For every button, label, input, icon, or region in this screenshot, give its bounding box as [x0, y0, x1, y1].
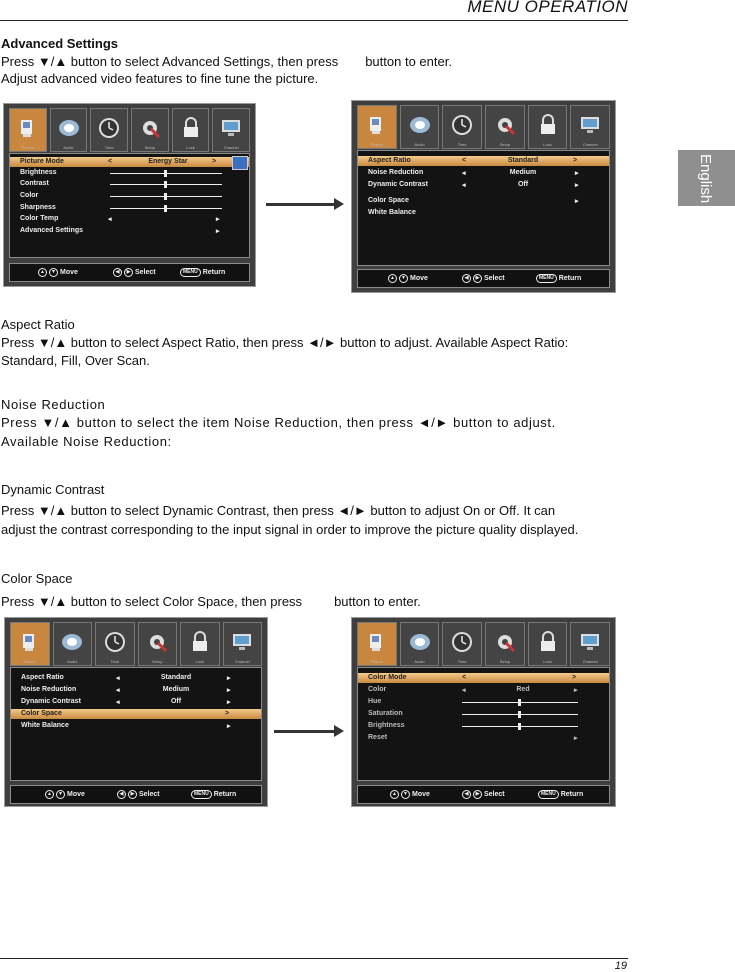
- advanced-line1-b: button to enter.: [365, 54, 452, 69]
- row-label: Color: [368, 686, 387, 693]
- nav-return-label: Return: [560, 791, 584, 798]
- row-label: Color: [20, 192, 39, 199]
- setup-icon: [492, 112, 518, 143]
- nav-return: [538, 790, 583, 799]
- row-value: Standard: [507, 157, 539, 164]
- left-arrow-icon: ◂: [462, 182, 466, 189]
- menu-row-sharpness[interactable]: [10, 203, 249, 213]
- menu-key-icon: MENU: [536, 274, 557, 283]
- nav-move-label: Move: [60, 269, 78, 276]
- flow-arrow: [274, 730, 336, 733]
- colorspace-line1-b: Color Space, then press: [162, 594, 303, 609]
- tab-caption: Audio: [414, 659, 425, 664]
- noise-line1: Press ▼/▲ button to select the item Noise Reduction, then press ◄/► button to adjust.: [1, 415, 556, 430]
- right-arrow-icon: ▸: [574, 687, 578, 694]
- row-label: Color Space: [368, 197, 409, 204]
- menu-row-color-mode[interactable]: [358, 673, 609, 683]
- nav-return-label: Return: [213, 791, 237, 798]
- noise-heading: Noise Reduction: [1, 397, 106, 412]
- right-arrow-icon: ▸: [216, 228, 220, 235]
- colorspace-line1-a: Press ▼/▲ button to select: [1, 594, 159, 609]
- tab-caption: Channel: [582, 659, 598, 664]
- colorspace-line1: [1, 594, 421, 609]
- tab-caption: Lock: [186, 145, 195, 150]
- menu-row-dynamic-contrast[interactable]: [358, 180, 609, 190]
- row-label: Dynamic Contrast: [368, 181, 428, 188]
- tab-caption: Setup: [499, 659, 511, 664]
- tab-caption: Time: [110, 659, 120, 664]
- row-label: Advanced Settings: [20, 227, 84, 234]
- menu-row-contrast[interactable]: [10, 179, 249, 189]
- hue-slider[interactable]: [462, 702, 578, 703]
- tab-caption: Time: [104, 145, 114, 150]
- up-icon: ▲: [390, 790, 399, 799]
- left-icon: ◀: [113, 268, 122, 277]
- tab-caption: Audio: [414, 142, 425, 147]
- dynamic-line1: Press ▼/▲ button to select Dynamic Contrast, then press ◄/► button to adjust On or Off. It can: [1, 503, 556, 518]
- right-arrow-icon: ▸: [227, 687, 231, 694]
- tab-lock[interactable]: [180, 622, 220, 666]
- picture-icon: [364, 629, 390, 660]
- tab-channel[interactable]: [223, 622, 263, 666]
- tab-caption: Time: [457, 659, 467, 664]
- nav-bar: [10, 785, 262, 804]
- nav-bar: [357, 269, 610, 288]
- menu-row-picture-mode[interactable]: [10, 157, 249, 167]
- left-arrow-icon: ◂: [462, 170, 466, 177]
- right-icon: ▶: [128, 790, 137, 799]
- picture-icon: [364, 112, 390, 143]
- row-value: Off: [517, 181, 529, 188]
- nav-move-label: Move: [412, 791, 430, 798]
- menu-key-icon: MENU: [180, 268, 201, 277]
- advanced-heading: Advanced Settings: [1, 36, 119, 51]
- right-arrow-icon: >: [573, 157, 578, 164]
- nav-select-label: Select: [484, 791, 505, 798]
- row-label: White Balance: [368, 209, 416, 216]
- tab-picture[interactable]: [9, 108, 47, 152]
- setup-icon: [492, 629, 518, 660]
- left-arrow-icon: ◂: [108, 216, 112, 223]
- tab-caption: Lock: [195, 659, 204, 664]
- menu-row-white-balance[interactable]: [358, 208, 609, 218]
- tab-icons: [357, 622, 610, 666]
- row-label: Picture Mode: [20, 158, 64, 165]
- left-icon: ◀: [117, 790, 126, 799]
- page-number: 19: [614, 960, 627, 972]
- time-icon: [449, 112, 475, 143]
- row-label: Sharpness: [20, 204, 56, 211]
- menu-key-icon: MENU: [191, 790, 212, 799]
- nav-select-label: Select: [135, 269, 156, 276]
- menu-panel: [9, 153, 250, 258]
- lock-icon: [178, 115, 204, 146]
- audio-icon: [407, 629, 433, 660]
- dynamic-heading: Dynamic Contrast: [1, 482, 105, 497]
- menu-panel: [357, 150, 610, 266]
- tab-icons: [10, 622, 262, 666]
- row-value: Off: [170, 698, 182, 705]
- channel-icon: [229, 629, 255, 660]
- tab-caption: Lock: [543, 659, 552, 664]
- nav-select: [117, 790, 160, 799]
- tab-caption: Channel: [582, 142, 598, 147]
- colorspace-line1-c: button to enter.: [334, 594, 421, 609]
- footer-rule: [0, 958, 628, 959]
- time-icon: [102, 629, 128, 660]
- advanced-line1-a: Press ▼/▲ button to select Advanced Settings, then press: [1, 54, 339, 69]
- tab-audio[interactable]: [400, 105, 440, 149]
- menu-row-noise-reduction[interactable]: [11, 685, 261, 695]
- menu-row-color[interactable]: [10, 191, 249, 201]
- tab-caption: Setup: [152, 659, 163, 664]
- right-arrow-icon: ▸: [216, 216, 220, 223]
- tab-caption: Channel: [223, 145, 239, 150]
- menu-row-aspect-ratio[interactable]: [11, 673, 261, 683]
- page-header: [0, 0, 628, 21]
- tab-caption: Time: [457, 142, 467, 147]
- row-value: Red: [516, 686, 530, 693]
- noise-line2: Available Noise Reduction:: [1, 434, 172, 449]
- tab-channel[interactable]: [212, 108, 250, 152]
- right-arrow-icon: ▸: [227, 723, 231, 730]
- right-arrow-icon: >: [212, 158, 217, 165]
- row-label: Noise Reduction: [21, 686, 77, 693]
- row-label: Dynamic Contrast: [21, 698, 81, 705]
- right-arrow-icon: ▸: [574, 735, 578, 742]
- nav-return: [191, 790, 236, 799]
- tab-setup[interactable]: [138, 622, 178, 666]
- left-arrow-icon: <: [462, 674, 467, 681]
- page-title: MENU OPERATION: [467, 0, 628, 16]
- tab-audio[interactable]: [400, 622, 440, 666]
- up-icon: ▲: [45, 790, 54, 799]
- language-label: English: [697, 154, 714, 204]
- right-icon: ▶: [473, 274, 482, 283]
- tab-setup[interactable]: [131, 108, 169, 152]
- tab-caption: Audio: [63, 145, 74, 150]
- brightness-slider[interactable]: [462, 726, 578, 727]
- lock-icon: [535, 112, 561, 143]
- picture-icon: [17, 629, 43, 660]
- nav-select-label: Select: [139, 791, 160, 798]
- audio-icon: [59, 629, 85, 660]
- menu-row-color-temp[interactable]: [10, 214, 249, 224]
- down-icon: ▼: [56, 790, 65, 799]
- advanced-line2: Adjust advanced video features to fine tune the picture.: [1, 71, 319, 86]
- tab-setup[interactable]: [485, 105, 525, 149]
- left-arrow-icon: <: [108, 158, 113, 165]
- row-value: Energy Star: [148, 158, 188, 165]
- brightness-slider[interactable]: [110, 173, 222, 174]
- tab-channel[interactable]: [570, 105, 610, 149]
- nav-move: [390, 790, 430, 799]
- menu-panel: [10, 667, 262, 781]
- flow-arrow: [266, 203, 336, 206]
- nav-bar: [357, 785, 610, 804]
- channel-icon: [577, 112, 603, 143]
- contrast-slider[interactable]: [110, 184, 222, 185]
- sharpness-slider[interactable]: [110, 208, 222, 209]
- nav-move: [388, 274, 428, 283]
- nav-move: [38, 268, 78, 277]
- tab-audio[interactable]: [50, 108, 88, 152]
- row-value: Medium: [509, 169, 537, 176]
- right-arrow-icon: ▸: [227, 699, 231, 706]
- menu-row-advanced-settings[interactable]: [10, 226, 249, 236]
- up-icon: ▲: [388, 274, 397, 283]
- nav-select: [113, 268, 156, 277]
- tab-time[interactable]: [90, 108, 128, 152]
- nav-move-label: Move: [410, 275, 428, 282]
- audio-icon: [56, 115, 82, 146]
- right-arrow-icon: ▸: [575, 182, 579, 189]
- channel-icon: [577, 629, 603, 660]
- tab-caption: Setup: [144, 145, 156, 150]
- row-label: Hue: [368, 698, 382, 705]
- tab-lock[interactable]: [528, 622, 568, 666]
- left-arrow-icon: ◂: [116, 687, 120, 694]
- lock-icon: [535, 629, 561, 660]
- nav-return: [180, 268, 225, 277]
- tab-setup[interactable]: [485, 622, 525, 666]
- lock-icon: [187, 629, 213, 660]
- tab-lock[interactable]: [528, 105, 568, 149]
- tab-channel[interactable]: [570, 622, 610, 666]
- tab-picture[interactable]: [10, 622, 50, 666]
- tab-time[interactable]: [95, 622, 135, 666]
- language-tab: [678, 150, 735, 206]
- menu-key-icon: MENU: [538, 790, 559, 799]
- color-slider[interactable]: [110, 196, 222, 197]
- tab-caption: Picture: [370, 659, 384, 664]
- tab-picture[interactable]: [357, 105, 397, 149]
- tv-screen-advanced: [351, 100, 616, 293]
- nav-bar: [9, 263, 250, 282]
- dynamic-line2: adjust the contrast corresponding to the input signal in order to improve the picture quality displayed.: [1, 522, 579, 537]
- tab-time[interactable]: [442, 622, 482, 666]
- aspect-line2: Standard, Fill, Over Scan.: [1, 353, 150, 368]
- left-arrow-icon: ◂: [116, 675, 120, 682]
- right-arrow-icon: ▸: [227, 675, 231, 682]
- row-label: Aspect Ratio: [368, 157, 411, 164]
- left-icon: ◀: [462, 274, 471, 283]
- right-arrow-icon: ▸: [575, 170, 579, 177]
- time-icon: [96, 115, 122, 146]
- nav-select: [462, 274, 505, 283]
- left-arrow-icon: ◂: [116, 699, 120, 706]
- row-label: Color Temp: [20, 215, 59, 222]
- tv-screen-picture: [3, 103, 256, 287]
- advanced-line1: [1, 54, 452, 69]
- tab-caption: Picture: [370, 142, 384, 147]
- tab-picture[interactable]: [357, 622, 397, 666]
- menu-row-brightness[interactable]: [10, 168, 249, 178]
- colorspace-heading: Color Space: [1, 571, 73, 586]
- tab-lock[interactable]: [172, 108, 210, 152]
- tab-caption: Setup: [499, 142, 511, 147]
- nav-move-label: Move: [67, 791, 85, 798]
- menu-row-aspect-ratio[interactable]: [358, 156, 609, 166]
- row-label: Brightness: [20, 169, 57, 176]
- menu-row-reset[interactable]: [358, 733, 609, 743]
- nav-return-label: Return: [202, 269, 226, 276]
- row-label: Reset: [368, 734, 388, 741]
- row-value: Medium: [162, 686, 190, 693]
- menu-row-color[interactable]: [358, 685, 609, 695]
- tv-screen-color-space: [351, 617, 616, 807]
- left-arrow-icon: <: [462, 157, 467, 164]
- left-arrow-icon: ◂: [462, 687, 466, 694]
- row-label: Brightness: [368, 722, 405, 729]
- tab-caption: Audio: [67, 659, 78, 664]
- down-icon: ▼: [49, 268, 58, 277]
- nav-move: [45, 790, 85, 799]
- picture-icon: [15, 115, 41, 146]
- menu-row-color-space[interactable]: [358, 196, 609, 206]
- row-label: Saturation: [368, 710, 403, 717]
- channel-icon: [218, 115, 244, 146]
- down-icon: ▼: [399, 274, 408, 283]
- aspect-line1: Press ▼/▲ button to select Aspect Ratio, then press ◄/► button to adjust. Available Aspect Ratio:: [1, 335, 569, 350]
- right-icon: ▶: [473, 790, 482, 799]
- row-label: White Balance: [21, 722, 69, 729]
- row-label: Noise Reduction: [368, 169, 424, 176]
- nav-return-label: Return: [558, 275, 582, 282]
- audio-icon: [407, 112, 433, 143]
- row-value: Standard: [160, 674, 192, 681]
- up-icon: ▲: [38, 268, 47, 277]
- aspect-heading: Aspect Ratio: [1, 317, 75, 332]
- row-label: Color Mode: [368, 674, 407, 681]
- time-icon: [449, 629, 475, 660]
- left-icon: ◀: [462, 790, 471, 799]
- menu-row-hue[interactable]: [358, 697, 609, 707]
- right-arrow-icon: ▸: [575, 198, 579, 205]
- row-label: Aspect Ratio: [21, 674, 64, 681]
- row-label: Contrast: [20, 180, 49, 187]
- down-icon: ▼: [401, 790, 410, 799]
- nav-select-label: Select: [484, 275, 505, 282]
- tab-time[interactable]: [442, 105, 482, 149]
- tab-audio[interactable]: [53, 622, 93, 666]
- menu-row-color-space[interactable]: [11, 709, 261, 719]
- setup-icon: [137, 115, 163, 146]
- nav-return: [536, 274, 581, 283]
- nav-select: [462, 790, 505, 799]
- tv-screen-advanced-colorspace: [4, 617, 268, 807]
- tab-caption: Channel: [234, 659, 250, 664]
- row-label: Color Space: [21, 710, 62, 717]
- right-icon: ▶: [124, 268, 133, 277]
- menu-row-noise-reduction[interactable]: [358, 168, 609, 178]
- menu-row-saturation[interactable]: [358, 709, 609, 719]
- tab-icons: [9, 108, 250, 152]
- tab-caption: Picture: [21, 145, 35, 150]
- menu-row-white-balance[interactable]: [11, 721, 261, 731]
- menu-row-brightness[interactable]: [358, 721, 609, 731]
- tab-caption: Lock: [543, 142, 552, 147]
- tab-caption: Picture: [23, 659, 36, 664]
- menu-row-dynamic-contrast[interactable]: [11, 697, 261, 707]
- menu-panel: [357, 667, 610, 781]
- tab-icons: [357, 105, 610, 149]
- right-arrow-icon: >: [225, 710, 230, 717]
- saturation-slider[interactable]: [462, 714, 578, 715]
- right-arrow-icon: >: [572, 674, 577, 681]
- setup-icon: [144, 629, 170, 660]
